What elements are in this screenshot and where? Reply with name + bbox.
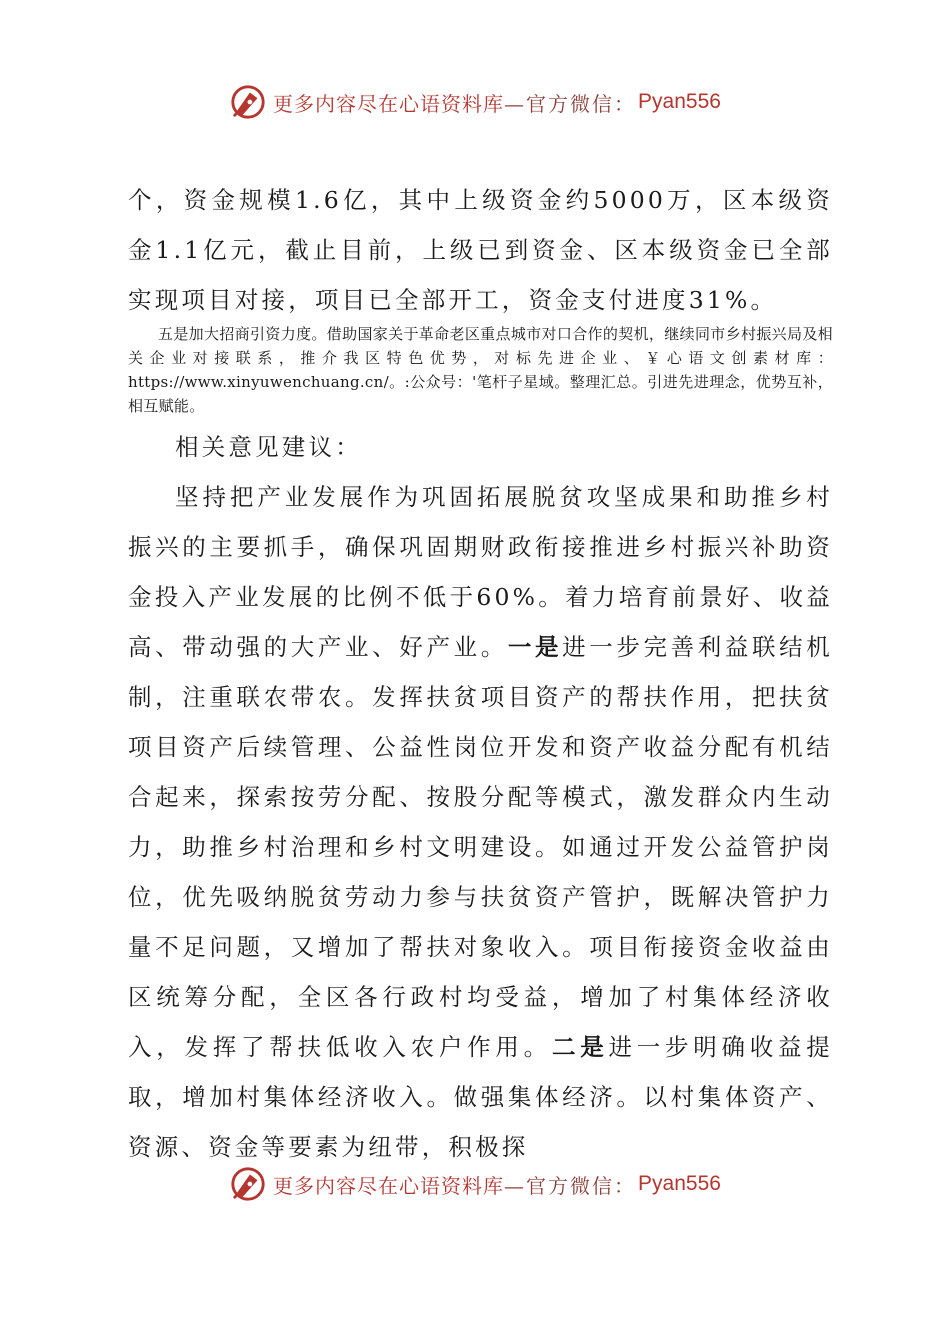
banner-wechat-id: Pyan556 bbox=[638, 1172, 721, 1195]
first-point-text: 进一步完善利益联结机制，注重联农带农。发挥扶贫项目资产的帮扶作用，把扶贫项目资产后续管理、公益性岗位开发和资产收益分配有机结合起来，探索按劳分配、按股分配等模式，激发群众内生动力，助推乡村治理和乡村文明建设。如通过开发公益管护岗位，优先吸纳脱贫劳动力参与扶贫资产管护，既解决管护力量不足问题，又增加了帮扶对象收入。项目衔接资金收益由区统筹分配，全区各行政村均受益，增加了村集体经济收入，发挥了帮扶低收入农户作用。 bbox=[128, 633, 833, 1061]
suggestion-intro: 坚持把产业发展作为巩固拓展脱贫攻坚成果和助推乡村振兴的主要抓手，确保巩固期财政衔接推进乡村振兴补助资金投入产业发展的比例不低于60%。着力培育前景好、收益高、带动强的大产业、好产业。 bbox=[128, 483, 833, 661]
banner-main-text: 更多内容尽在心语资料库 bbox=[273, 1173, 505, 1198]
banner-sub-text: —官方微信： bbox=[504, 91, 637, 116]
second-point-label: 二是 bbox=[551, 1033, 609, 1061]
paragraph-funds: 个，资金规模1.6亿，其中上级资金约5000万，区本级资金1.1亿元，截止目前，上级已到资金、区本级资金已全部实现项目对接，项目已全部开工，资金支付进度31%。 bbox=[128, 186, 833, 314]
pen-nib-logo-icon bbox=[229, 83, 267, 121]
pen-nib-logo-icon bbox=[229, 1165, 267, 1203]
first-point-label: 一是 bbox=[507, 633, 563, 661]
banner-sub-text: —官方微信： bbox=[504, 1173, 637, 1198]
banner-wechat-id: Pyan556 bbox=[638, 90, 721, 113]
paragraph-investment: 五是加大招商引资力度。借助国家关于革命老区重点城市对口合作的契机，继续同市乡村振兴局及相关企业对接联系，推介我区特色优势，对标先进企业、￥心语文创素材库：https://www.xinyuwenchuang.cn/。:公众号：'笔杆子星域。整理汇总。引进先进理念，优势互补，相互赋能。 bbox=[128, 325, 833, 415]
footer-banner bbox=[0, 1160, 950, 1208]
second-point-text: 进一步明确收益提取，增加村集体经济收入。做强集体经济。以村集体资产、资源、资金等要素为纽带，积极探 bbox=[128, 1033, 834, 1161]
header-banner bbox=[0, 78, 950, 126]
banner-main-text: 更多内容尽在心语资料库 bbox=[273, 91, 505, 116]
paragraph-suggestions bbox=[128, 472, 833, 1172]
section-heading: 相关意见建议： bbox=[175, 433, 362, 461]
